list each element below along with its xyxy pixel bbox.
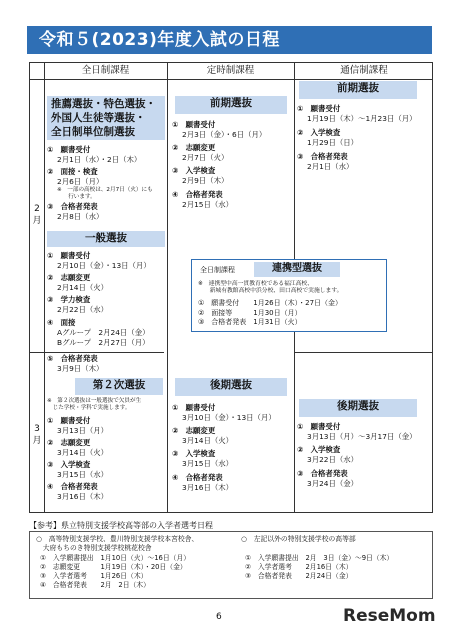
month-feb: 2 月: [32, 204, 42, 226]
tei-zenki-step-1: [172, 120, 266, 140]
step-label: ④ 合格者発表: [172, 190, 223, 199]
ref-left-step-4: ④ 合格者発表 2月 2日（木）: [40, 581, 150, 589]
header-zennichi: 全日制課程: [81, 65, 130, 76]
niji-step-1: [47, 416, 108, 436]
step-label: ③ 入学検査: [172, 166, 216, 175]
renkei-step-1: ① 願書受付 1月26日（木）・27日（金）: [198, 299, 343, 307]
ref-left-step-2: ② 志願変更 1月19日（木）・20日（金）: [40, 563, 187, 571]
divider: [44, 63, 45, 512]
step-label: ① 願書受付: [47, 145, 91, 154]
step-date: 3月14日（火）: [57, 448, 109, 457]
step-date: 3月14日（火）: [182, 436, 234, 445]
step-label: ② 面接・検査: [47, 167, 98, 176]
niji-step-2: [47, 438, 108, 458]
step-date: 2月7日（火）: [182, 153, 229, 162]
step-date: 2月6日（月）: [57, 177, 104, 186]
renkei-step-3: ③ 合格者発表 1月31日（火）: [198, 318, 302, 326]
divider: [30, 352, 164, 353]
niji-note: ※ 第２次選抜は一般選抜で欠員が生 じた学校・学科で実施します。: [47, 398, 142, 411]
step-label: ⑤ 合格者発表: [47, 354, 98, 363]
suisen-step-1: [47, 145, 141, 165]
step-date: 2月1日（水）・2日（木）: [57, 155, 142, 164]
divider: [30, 79, 432, 80]
header-tsushin: 通信制課程: [340, 65, 388, 76]
step-label: ④ 合格者発表: [47, 482, 98, 491]
tsu-kouki-box: 後期選抜: [299, 399, 417, 417]
step-label: ② 志願変更: [172, 426, 216, 435]
ippan-step-1: [47, 251, 151, 271]
step-date: 3月16日（木）: [182, 483, 234, 492]
step-label: ① 願書受付: [172, 403, 216, 412]
suisen-selection-box: 推薦選抜・特色選抜・ 外国人生徒等選抜・ 全日制単位制選抜: [47, 96, 165, 140]
divider: [294, 352, 432, 353]
renkei-note: ※ 連携型中高一貫教育校である福江高校、 新城有教館高校中浜分校、田口高校で実施します。: [198, 281, 343, 294]
step-label: ② 入学検査: [297, 445, 341, 454]
suisen-step-3: [47, 202, 103, 222]
step-label: ① 願書受付: [47, 251, 91, 260]
page-title: 令和５(2023)年度入試の日程: [27, 26, 432, 54]
step-label: ③ 入学検査: [47, 460, 91, 469]
step-label: ① 願書受付: [47, 416, 91, 425]
ref-left-step-3: ③ 入学者選考 1月26日（木）: [40, 572, 148, 580]
step-date: 3月15日（水）: [57, 470, 109, 479]
tei-kouki-box: 後期選抜: [175, 378, 287, 396]
step-label: ③ 合格者発表: [297, 152, 348, 161]
renkei-step-2: ② 面接等 1月30日（月）: [198, 308, 302, 317]
month-mar: 3 月: [32, 424, 42, 446]
tei-kouki-step-1: [172, 403, 276, 423]
ref-right-heading: ○ 左記以外の特別支援学校の高等部: [241, 535, 356, 543]
step-date: 3月16日（木）: [57, 492, 109, 501]
step-date: 3月13日（月）: [57, 426, 109, 435]
tsu-zenki-box: 前期選抜: [299, 81, 417, 99]
step-label: ② 入学検査: [297, 128, 341, 137]
step-date: Bグループ 2月27日（月）: [57, 338, 150, 347]
tsu-kouki-step-1: [297, 422, 417, 442]
tei-zenki-box: 前期選抜: [175, 96, 287, 114]
tsu-kouki-step-2: [297, 445, 358, 465]
tsu-zenki-step-1: [297, 104, 417, 124]
step-date: 3月22日（水）: [307, 455, 359, 464]
suisen-note: ※ 一部の高校は、2月7日（火）にも 行います。: [57, 187, 153, 200]
step-date: 3月24日（金）: [307, 479, 359, 488]
divider: [167, 63, 168, 512]
tei-kouki-step-4: [172, 473, 233, 493]
step-date: 3月15日（水）: [182, 459, 234, 468]
step-label: ① 願書受付: [172, 120, 216, 129]
ref-right-step-3: ③ 合格者発表 2月24日（金）: [245, 572, 353, 580]
step-label: ④ 合格者発表: [172, 473, 223, 482]
tei-zenki-step-3: [172, 166, 228, 186]
step-date: 2月14日（火）: [57, 283, 109, 292]
renkei-section: [191, 259, 387, 332]
step-label: ① 願書受付: [297, 422, 341, 431]
step-date: 1月29日（日）: [307, 138, 359, 147]
ippan-step-2: [47, 273, 108, 293]
step-date: 2月9日（木）: [182, 176, 229, 185]
step-date: 2月22日（水）: [57, 305, 109, 314]
tsu-zenki-step-2: [297, 128, 358, 148]
suisen-step-2: [47, 167, 103, 187]
reference-box: [29, 531, 433, 599]
tei-kouki-step-3: [172, 449, 233, 469]
step-date: 1月19日（木）～1月23日（月）: [307, 114, 417, 123]
page-number: 6: [216, 612, 222, 622]
ref-left-heading: ○ 高等特別支援学校、豊川特別支援学校本宮校舎、 大府もちのき特別支援学校桃花校舎: [36, 535, 199, 552]
step-date: 2月8日（水）: [57, 212, 104, 221]
ippan-step-4: [47, 318, 150, 348]
renkei-box: 連携型選抜: [254, 262, 340, 277]
ippan-selection-box: 一般選抜: [47, 231, 165, 247]
header-teiji: 定時制課程: [206, 65, 255, 76]
step-label: ② 志願変更: [47, 438, 91, 447]
tsu-kouki-step-3: [297, 469, 358, 489]
tsu-zenki-step-3: [297, 152, 353, 172]
step-label: ① 願書受付: [297, 104, 341, 113]
step-date: 3月13日（月）～3月17日（金）: [307, 432, 417, 441]
step-label: ③ 学力検査: [47, 295, 91, 304]
niji-step-3: [47, 460, 108, 480]
step-label: ③ 合格者発表: [47, 202, 98, 211]
step-label: ③ 合格者発表: [297, 469, 348, 478]
step-date: 2月1日（水）: [307, 162, 354, 171]
tei-kouki-step-2: [172, 426, 233, 446]
ippan-step-3: [47, 295, 108, 315]
ippan-step-5: [47, 354, 103, 374]
step-label: ④ 面接: [47, 318, 76, 327]
step-date: 3月10日（金）・13日（月）: [182, 413, 276, 422]
resemom-logo: ReseMom: [343, 606, 436, 626]
step-date: 2月3日（金）・6日（月）: [182, 130, 267, 139]
ref-left-step-1: ① 入学願書提出 1月10日（火）～16日（月）: [40, 554, 191, 562]
tei-zenki-step-2: [172, 143, 228, 163]
step-date: 2月10日（金）・13日（月）: [57, 261, 151, 270]
tei-zenki-step-4: [172, 190, 233, 210]
step-label: ② 志願変更: [172, 143, 216, 152]
niji-selection-box: 第２次選抜: [75, 378, 163, 395]
ref-right-step-1: ① 入学願書提出 2月 3日（金）～9日（木）: [245, 554, 394, 562]
step-label: ② 志願変更: [47, 273, 91, 282]
step-date: Aグループ 2月24日（金）: [57, 328, 150, 337]
step-date: 2月15日（水）: [182, 200, 234, 209]
reference-title: 【参考】県立特別支援学校高等部の入学者選考日程: [29, 521, 213, 530]
renkei-tag: 全日制課程: [200, 266, 235, 274]
step-label: ③ 入学検査: [172, 449, 216, 458]
step-date: 3月9日（木）: [57, 364, 104, 373]
niji-step-4: [47, 482, 108, 502]
ref-right-step-2: ② 入学者選考 2月16日（木）: [245, 563, 353, 571]
